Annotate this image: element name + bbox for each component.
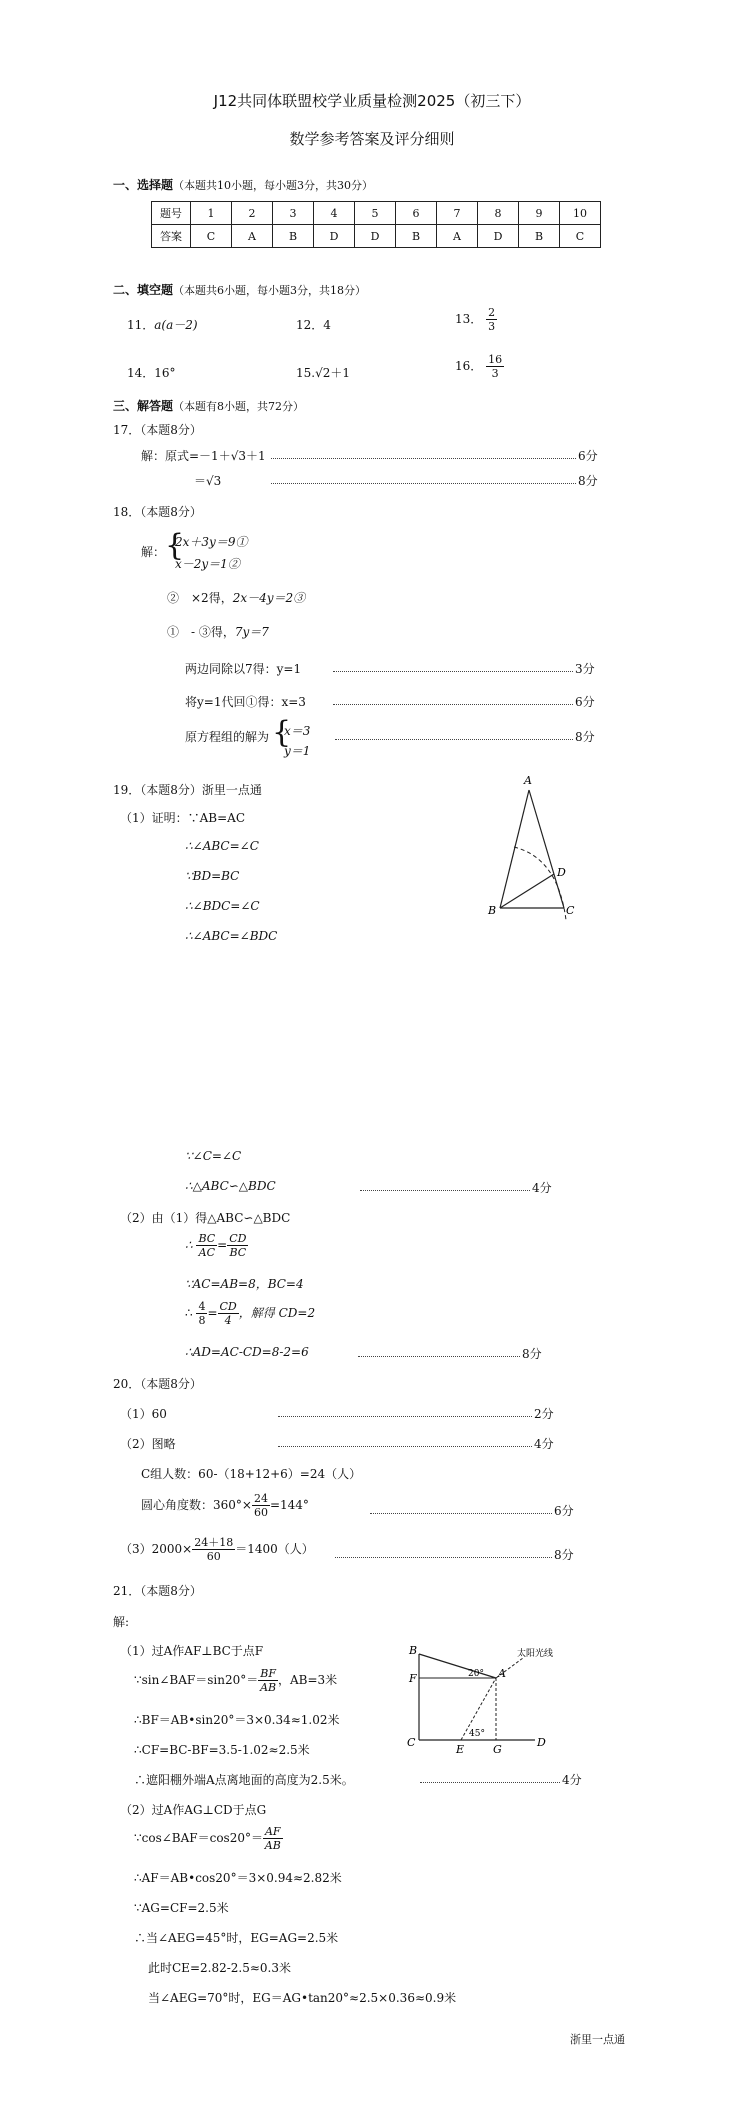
table-cell-number: 8	[478, 202, 519, 225]
score: 3分	[575, 662, 595, 676]
q19-line: ∵BD=BC	[185, 869, 240, 883]
score: 8分	[554, 1548, 574, 1562]
fraction-denominator: 3	[488, 320, 496, 333]
fraction-numerator: BF	[260, 1667, 276, 1680]
segment-ab	[500, 790, 529, 908]
q20-part3-text: （3）2000×	[120, 1542, 193, 1556]
document-subtitle: 数学参考答案及评分细则	[289, 130, 455, 148]
fraction	[227, 1232, 248, 1259]
table-cell-answer: B	[519, 225, 560, 248]
fraction-numerator: BC	[198, 1232, 216, 1245]
q19-line: ∵∠C=∠C	[185, 1149, 242, 1163]
answer-16-number: 16．	[455, 359, 483, 373]
q18-eq2: x－2y＝1②	[175, 557, 240, 571]
label-b: B	[488, 904, 497, 917]
table-cell-answer: C	[560, 225, 601, 248]
q21-line1	[134, 1667, 337, 1694]
q21-line5	[134, 1825, 283, 1852]
q18-solve: 解：	[141, 545, 166, 559]
dotted-leader	[360, 1190, 530, 1191]
dotted-leader	[333, 704, 573, 705]
table-cell-answer: A	[437, 225, 478, 248]
section1-label: 一、选择题	[113, 178, 174, 192]
table-cell-number: 7	[437, 202, 478, 225]
q18-sol1: x＝3	[284, 724, 311, 738]
section3-heading	[113, 397, 304, 414]
table-cell-answer: B	[396, 225, 437, 248]
fraction	[192, 1536, 235, 1563]
dotted-leader	[335, 739, 573, 740]
q21-part2: （2）过A作AG⊥CD于点G	[120, 1803, 267, 1817]
q19-ratio-2: ∴ $\frac{4}{8}$ = $\frac{CD}{4}$ ，解得 CD=2	[185, 1300, 316, 1327]
table-cell-number: 5	[355, 202, 396, 225]
brace-symbol: {	[272, 715, 292, 750]
awning-figure	[405, 1640, 570, 1755]
table-cell-number: 10	[560, 202, 601, 225]
dotted-leader	[370, 1513, 552, 1514]
segment-bd	[500, 874, 554, 908]
table-cell-answer: D	[478, 225, 519, 248]
fraction	[196, 1300, 207, 1327]
brace-symbol: {	[165, 528, 185, 563]
q18-step1-text: ② ×2得，	[167, 591, 233, 605]
score: 8分	[575, 730, 595, 744]
label-e: E	[456, 1743, 465, 1755]
table-cell-answer: D	[314, 225, 355, 248]
score: 4分	[534, 1437, 554, 1451]
table-cell-answer: C	[191, 225, 232, 248]
label-f: F	[409, 1672, 417, 1685]
q20-part3	[120, 1536, 314, 1563]
awning-ba	[419, 1654, 496, 1678]
q18-step2	[167, 623, 269, 640]
fraction-denominator: AB	[264, 1839, 281, 1852]
q18-eq1: 2x＋3y＝9①	[175, 535, 248, 549]
score: 6分	[575, 695, 595, 709]
table-cell-number: 2	[232, 202, 273, 225]
label-angle-45: 45°	[469, 1729, 485, 1739]
q21-line5-text: ∵cos∠BAF＝cos20°＝	[134, 1831, 263, 1845]
q17-line2: ＝√3	[194, 474, 222, 488]
fraction-denominator: 60	[206, 1550, 221, 1563]
answer-11-value: a(a－2)	[154, 318, 198, 332]
fraction-denominator: 4	[224, 1314, 232, 1327]
score: 2分	[534, 1407, 554, 1421]
label-angle-20: 20°	[468, 1669, 484, 1679]
q18-step3: 两边同除以7得：y=1	[185, 662, 302, 676]
q20-line1: C组人数：60-（18+12+6）=24（人）	[141, 1467, 362, 1481]
label-sunlight: 太阳光线	[517, 1649, 554, 1659]
dotted-leader	[358, 1356, 520, 1357]
dotted-leader	[278, 1446, 532, 1447]
dotted-leader	[271, 483, 576, 484]
q21-line6: ∴AF＝AB•cos20°＝3×0.94≈2.82米	[134, 1871, 342, 1885]
label-g: G	[493, 1743, 502, 1755]
fraction-denominator: BC	[229, 1246, 247, 1259]
fraction	[252, 1492, 270, 1519]
q21-line1-text: ∵sin∠BAF＝sin20°＝	[134, 1673, 259, 1687]
label-c: C	[407, 1736, 416, 1749]
answer-11	[127, 316, 198, 333]
fraction-numerator: 2	[488, 306, 496, 319]
fraction-numerator: AF	[264, 1825, 281, 1838]
answer-table	[151, 201, 601, 248]
section3-note: （本题有8小题，共72分）	[173, 400, 305, 413]
q19-line: ∴∠ABC=∠C	[185, 839, 259, 853]
answer-13-number: 13．	[455, 312, 483, 326]
answer-15	[296, 364, 350, 381]
q21-line9: 此时CE=2.82-2.5≈0.3米	[148, 1961, 291, 1975]
q18-sol2: y＝1	[284, 744, 311, 758]
answer-15-number: 15.	[296, 366, 316, 380]
q21-line8: ∴当∠AEG=45°时，EG=AG=2.5米	[134, 1931, 339, 1945]
score: 8分	[578, 474, 598, 488]
fraction-numerator: 24	[253, 1492, 268, 1505]
q21-heading: 21．（本题8分）	[113, 1584, 202, 1598]
answer-13-fraction	[486, 306, 497, 333]
q18-step1-eq: 2x－4y＝2③	[232, 591, 306, 605]
dotted-leader	[335, 1557, 552, 1558]
triangle-figure	[470, 770, 590, 930]
section2-heading	[113, 281, 366, 298]
answer-16	[455, 353, 504, 380]
section2-label: 二、填空题	[113, 283, 174, 297]
section1-note: （本题共10小题，每小题3分，共30分）	[173, 179, 374, 192]
q21-solve: 解:	[113, 1615, 130, 1629]
q19-line: ∴∠ABC=∠BDC	[185, 929, 278, 943]
q19-part1: （1）证明：∵AB=AC	[120, 811, 246, 825]
footer-watermark: 浙里一点通	[570, 2033, 625, 2046]
label-a: A	[498, 1667, 506, 1680]
fraction-denominator: 8	[198, 1314, 206, 1327]
q18-heading: 18．（本题8分）	[113, 505, 202, 519]
table-label-question: 题号	[152, 202, 191, 225]
fraction	[258, 1667, 278, 1694]
fraction-numerator: 4	[198, 1300, 206, 1313]
table-cell-number: 6	[396, 202, 437, 225]
section1-heading	[113, 176, 373, 193]
label-b: B	[409, 1644, 418, 1657]
q19-ratio-2-tail: ，解得 CD=2	[238, 1306, 316, 1320]
q20-line2	[141, 1492, 309, 1519]
section2-note: （本题共6小题，每小题3分，共18分）	[173, 284, 367, 297]
table-cell-number: 9	[519, 202, 560, 225]
q20-part2: （2）图略	[120, 1437, 176, 1451]
q21-line3: ∴CF=BC-BF=3.5-1.02≈2.5米	[134, 1743, 310, 1757]
section3-label: 三、解答题	[113, 399, 174, 413]
fraction-numerator: 16	[488, 353, 503, 366]
fraction	[218, 1300, 239, 1327]
q19-line: ∴AD=AC-CD=8-2=6	[185, 1345, 309, 1359]
label-d: D	[537, 1736, 546, 1749]
score: 6分	[554, 1504, 574, 1518]
answer-12: 12．4	[296, 318, 331, 332]
q19-line: ∴△ABC∽△BDC	[185, 1179, 276, 1193]
table-cell-number: 1	[191, 202, 232, 225]
answer-table-answer-row	[152, 225, 601, 248]
fraction-denominator: 3	[491, 367, 499, 380]
table-cell-answer: D	[355, 225, 396, 248]
q20-part1: （1）60	[120, 1407, 167, 1421]
fraction-denominator: AB	[260, 1681, 277, 1694]
score: 8分	[522, 1347, 542, 1361]
label-a: A	[524, 774, 532, 787]
q18-step1	[167, 589, 305, 606]
q19-line: ∴∠BDC=∠C	[185, 899, 260, 913]
score: 4分	[562, 1773, 582, 1787]
answer-14: 14．16°	[127, 366, 176, 380]
table-cell-number: 3	[273, 202, 314, 225]
q20-part3-result: ＝1400（人）	[235, 1542, 314, 1556]
q18-step2-text: ① - ③得，	[167, 625, 235, 639]
q21-line2: ∴BF＝AB•sin20°＝3×0.34≈1.02米	[134, 1713, 340, 1727]
dotted-leader	[278, 1416, 532, 1417]
dotted-leader	[271, 458, 576, 459]
q19-heading: 19．（本题8分）浙里一点通	[113, 783, 262, 797]
q21-part1: （1）过A作AF⊥BC于点F	[120, 1644, 264, 1658]
dotted-leader	[333, 671, 573, 672]
fraction	[263, 1825, 283, 1852]
document-title: J12共同体联盟校学业质量检测2025（初三下）	[213, 92, 531, 110]
fraction	[196, 1232, 217, 1259]
q19-ratio-1: ∴ $\frac{BC}{AC}$ = $\frac{CD}{BC}$	[185, 1232, 247, 1259]
fraction-numerator: CD	[229, 1232, 247, 1245]
answer-16-fraction	[486, 353, 504, 380]
table-cell-answer: A	[232, 225, 273, 248]
fraction-numerator: 24＋18	[194, 1536, 234, 1549]
q21-line10: 当∠AEG=70°时，EG＝AG•tan20°≈2.5×0.36≈0.9米	[148, 1991, 457, 2005]
fraction-denominator: 60	[253, 1506, 268, 1519]
q19-part2: （2）由（1）得△ABC∽△BDC	[120, 1211, 291, 1225]
q18-step5: 原方程组的解为	[185, 730, 270, 744]
dotted-leader	[420, 1782, 560, 1783]
q21-line1-tail: ，AB=3米	[277, 1673, 338, 1687]
score: 6分	[578, 449, 598, 463]
q17-heading: 17．（本题8分）	[113, 423, 202, 437]
table-cell-answer: B	[273, 225, 314, 248]
label-d: D	[557, 866, 566, 879]
fraction-denominator: AC	[198, 1246, 215, 1259]
q20-line2-text: 圆心角度数：360°×	[141, 1498, 252, 1512]
q21-line7: ∵AG=CF=2.5米	[134, 1901, 229, 1915]
q20-line2-result: =144°	[269, 1498, 309, 1512]
score: 4分	[532, 1181, 552, 1195]
answer-11-number: 11．	[127, 318, 155, 332]
answer-15-value: √2＋1	[315, 366, 351, 380]
q21-line4: ∴遮阳棚外端A点离地面的高度为2.5米。	[134, 1773, 354, 1787]
label-c: C	[566, 904, 575, 917]
fraction-numerator: CD	[219, 1300, 237, 1313]
answer-table-number-row	[152, 202, 601, 225]
q18-step4: 将y=1代回①得：x=3	[185, 695, 306, 709]
q20-heading: 20．（本题8分）	[113, 1377, 202, 1391]
table-cell-number: 4	[314, 202, 355, 225]
q19-line: ∵AC=AB=8，BC=4	[185, 1277, 304, 1291]
answer-13	[455, 306, 497, 333]
table-label-answer: 答案	[152, 225, 191, 248]
q17-line1: 解：原式=－1＋√3＋1	[141, 449, 266, 463]
q18-step2-eq: 7y＝7	[234, 625, 269, 639]
